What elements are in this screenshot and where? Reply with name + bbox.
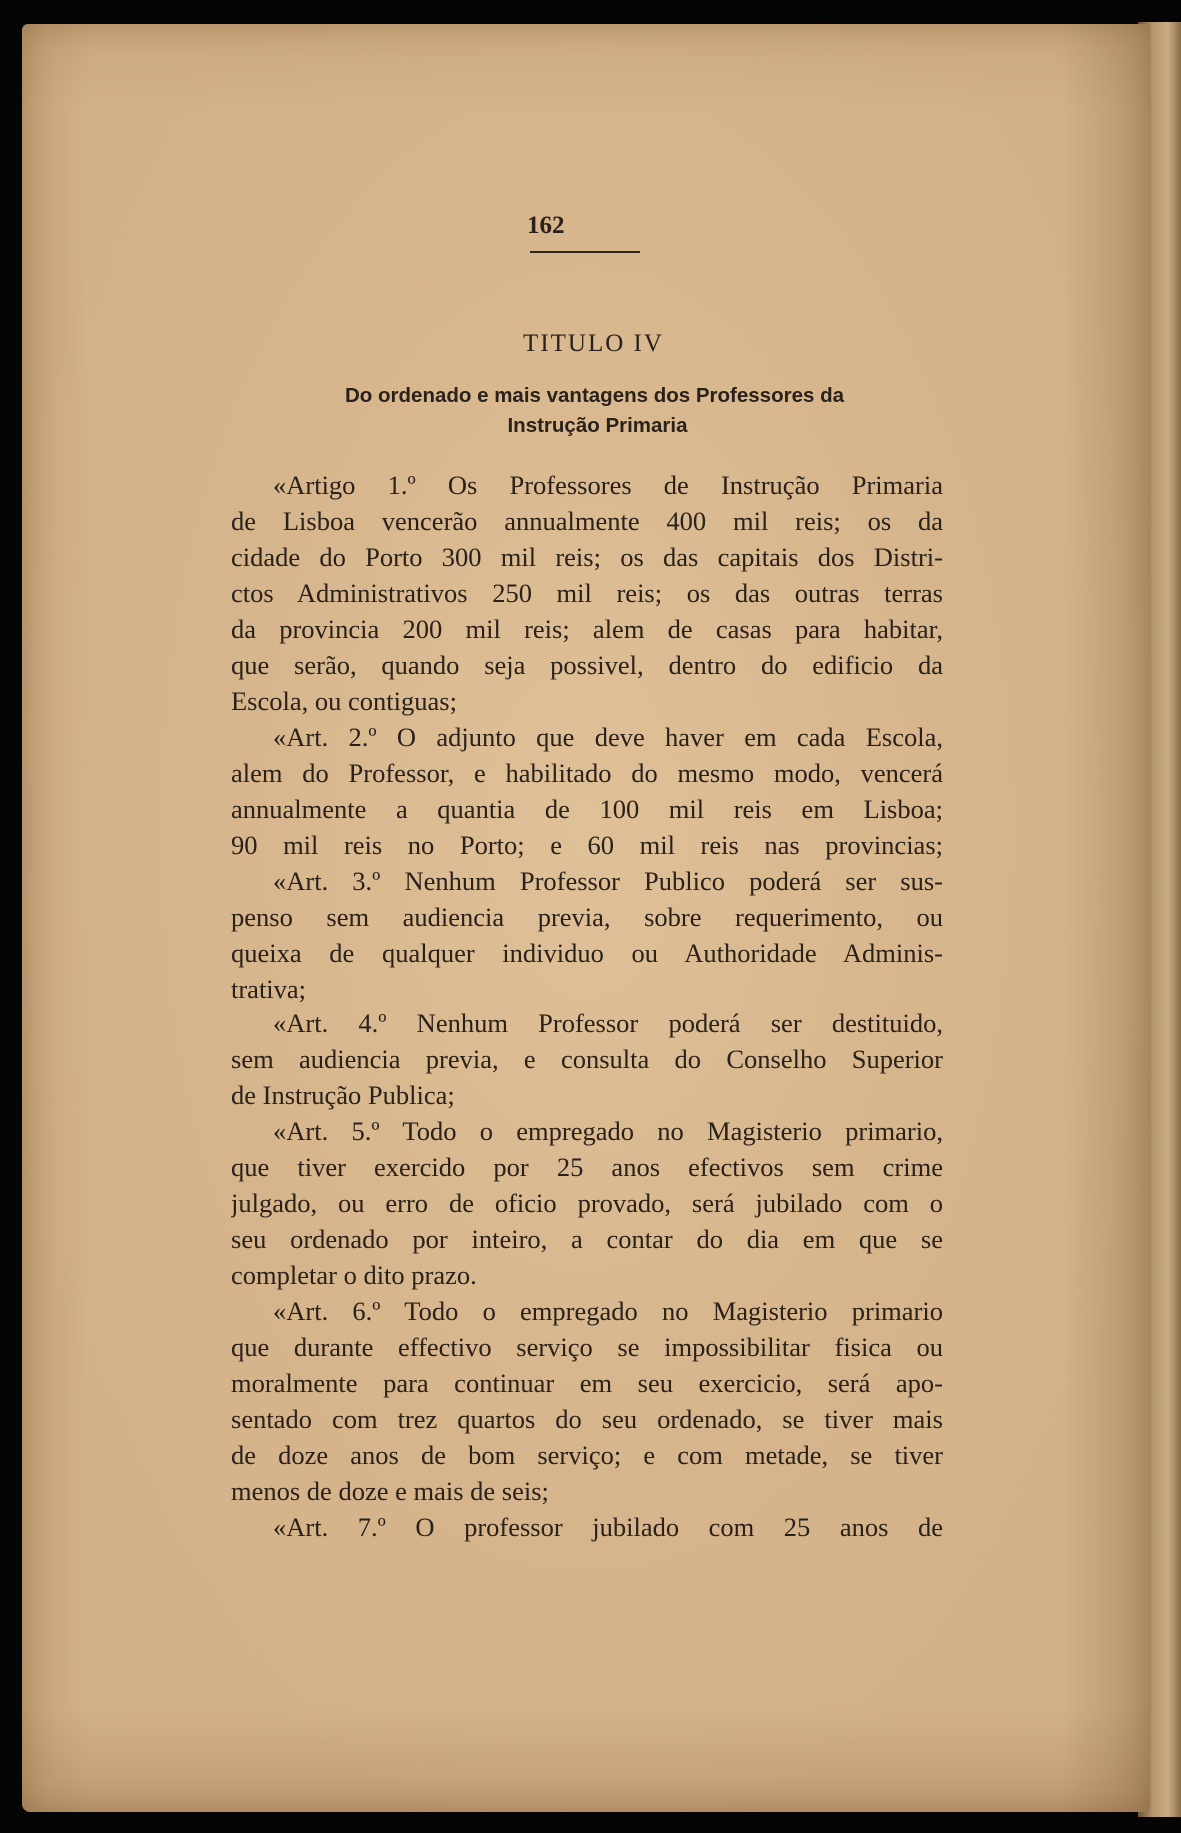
body-text-line: de doze anos de bom serviço; e com metade, se tiver bbox=[231, 1440, 943, 1470]
body-text-line: Escola, ou contiguas; bbox=[231, 686, 457, 716]
body-text-line: «Art. 6.º Todo o empregado no Magisterio primario bbox=[273, 1296, 943, 1326]
body-text-line: alem do Professor, e habilitado do mesmo modo, vencerá bbox=[231, 758, 943, 788]
body-text-line: da provincia 200 mil reis; alem de casas para habitar, bbox=[231, 614, 943, 644]
body-text-line: completar o dito prazo. bbox=[231, 1260, 477, 1290]
body-text-line: que tiver exercido por 25 anos efectivos sem crime bbox=[231, 1152, 943, 1182]
body-text-line: que durante effectivo serviço se impossibilitar fisica ou bbox=[231, 1332, 943, 1362]
body-text-line: seu ordenado por inteiro, a contar do dia em que se bbox=[231, 1224, 943, 1254]
section-subheading-line: Instrução Primaria bbox=[507, 414, 688, 437]
body-text-line: 90 mil reis no Porto; e 60 mil reis nas provincias; bbox=[231, 830, 943, 860]
body-text-line: sem audiencia previa, e consulta do Conselho Superior bbox=[231, 1044, 943, 1074]
body-text-line: «Art. 4.º Nenhum Professor poderá ser destituido, bbox=[273, 1008, 943, 1038]
body-text-line: «Art. 5.º Todo o empregado no Magisterio primario, bbox=[273, 1116, 943, 1146]
section-subheading-line: Do ordenado e mais vantagens dos Professores da bbox=[345, 384, 844, 407]
body-text-line: sentado com trez quartos do seu ordenado, se tiver mais bbox=[231, 1404, 943, 1434]
body-text-line: «Art. 3.º Nenhum Professor Publico poderá ser sus- bbox=[273, 866, 943, 896]
body-text-line: cidade do Porto 300 mil reis; os das capitais dos Distri- bbox=[231, 542, 943, 572]
body-text-line: annualmente a quantia de 100 mil reis em Lisboa; bbox=[231, 794, 943, 824]
body-text-line: «Art. 7.º O professor jubilado com 25 anos de bbox=[273, 1512, 943, 1542]
body-text-line: que serão, quando seja possivel, dentro do edificio da bbox=[231, 650, 943, 680]
body-text-line: trativa; bbox=[231, 974, 307, 1004]
body-text-line: moralmente para continuar em seu exercicio, será apo- bbox=[231, 1368, 943, 1398]
body-text-line: menos de doze e mais de seis; bbox=[231, 1476, 549, 1506]
body-text-line: queixa de qualquer individuo ou Authoridade Adminis- bbox=[231, 938, 943, 968]
body-text-line: de Lisboa vencerão annualmente 400 mil reis; os da bbox=[231, 506, 943, 536]
body-text-line: de Instrução Publica; bbox=[231, 1080, 455, 1110]
body-text-line: penso sem audiencia previa, sobre requerimento, ou bbox=[231, 902, 943, 932]
body-text-line: ctos Administrativos 250 mil reis; os das outras terras bbox=[231, 578, 943, 608]
body-text-line: julgado, ou erro de oficio provado, será jubilado com o bbox=[231, 1188, 943, 1218]
body-text-line: «Art. 2.º O adjunto que deve haver em cada Escola, bbox=[273, 722, 943, 752]
section-title: TITULO IV bbox=[523, 330, 664, 357]
page-number-rule bbox=[530, 251, 640, 253]
page-number: 162 bbox=[527, 212, 565, 239]
body-text-line: «Artigo 1.º Os Professores de Instrução Primaria bbox=[273, 470, 943, 500]
